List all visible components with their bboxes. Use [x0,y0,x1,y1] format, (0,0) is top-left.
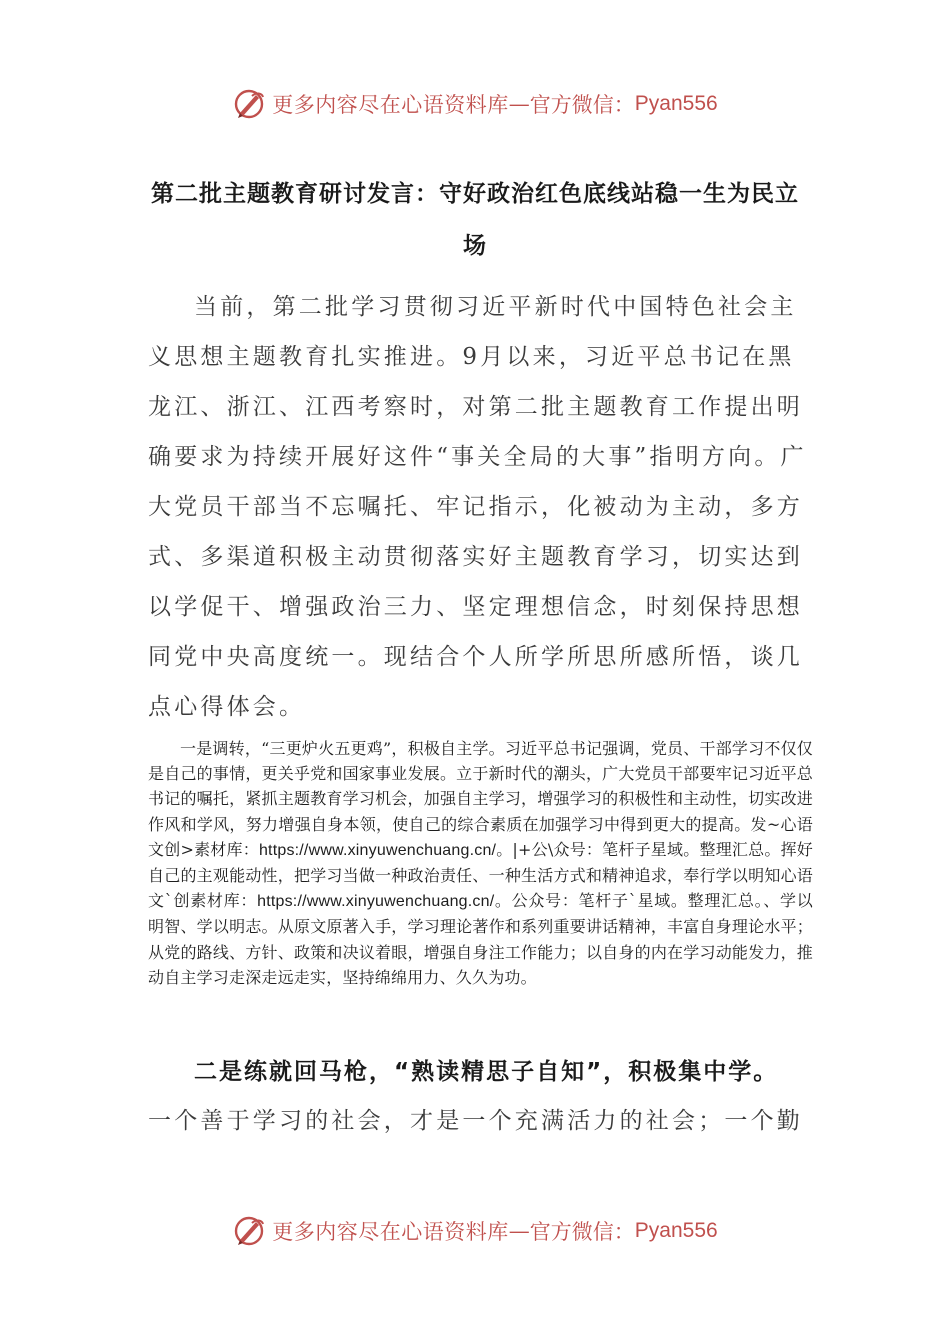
section-one-paragraph [148,736,813,990]
section-two-paragraph: 一个善于学习的社会，才是一个充满活力的社会；一个勤 [148,1108,803,1134]
intro-paragraph: 当前，第二批学习贯彻习近平新时代中国特色社会主义思想主题教育扎实推进。9月以来，习近平总书记在黑龙江、浙江、江西考察时，对第二批主题教育工作提出明确要求为持续开展好这件“事关全局的大事”指明方向。广大党员干部当不忘嘱托、牢记指示，化被动为主动，多方式、多渠道积极主动贯彻落实好主题教育学习，切实达到以学促干、增强政治三力、坚定理想信念，时刻保持思想同党中央高度统一。现结合个人所学所思所感所悟，谈几点心得体会。 [148,294,807,720]
banner-site-text: 更多内容尽在心语资料库 [272,1220,509,1244]
header-banner [0,84,950,124]
pen-logo-icon [232,87,266,121]
footer-banner [0,1211,950,1251]
banner-wechat-label: 官方微信： [529,1220,635,1244]
banner-wechat-id: Pyan556 [634,1219,718,1242]
document-title: 第二批主题教育研讨发言：守好政治红色底线站稳一生为民立场 [151,181,799,259]
banner-site-text: 更多内容尽在心语资料库 [272,93,509,117]
section-one-text-a: 一是调转，“三更炉火五更鸡”，积极自主学。习近平总书记强调，党员、干部学习不仅仅是自己的事情，更关乎党和国家事业发展。立于新时代的潮头，广大党员干部要牢记习近平总书记的嘱托，紧抓主题教育学习机会，加强自主学习，增强学习的积极性和主动性，切实改进作风和学风，努力增强自身本领，使自己的综合素质在加强学习中得到更大的提高。发~心语文创>素材库： [148,739,813,859]
section-one-text-c: 。公众号：笔杆子`星域。整理汇总。、学以明智、学以明志。从原文原著入手，学习理论著作和系列重要讲话精神，丰富自身理论水平；从党的路线、方针、政策和决议着眼，增强自身注工作能力；以自身的内在学习动能发力，推动自主学习走深走远走实，坚持绵绵用力、久久为功。 [148,891,813,987]
banner-wechat-id: Pyan556 [634,92,718,115]
source-url-link[interactable]: https://www.xinyuwenchuang.cn/ [257,893,495,911]
section-two-heading: 二是练就回马枪，“熟读精思子自知”，积极集中学。 [194,1059,779,1085]
pen-logo-icon [232,1214,266,1248]
banner-separator: — [508,1219,530,1243]
section-one-text-b: 。|+公\众号：笔杆子星域。整理汇总。挥好自己的主观能动性，把学习当做一种政治责任、一种生活方式和精神追求，奉行学以明知心语文`创素材库： [148,839,813,911]
banner-wechat-label: 官方微信： [529,93,635,117]
banner-separator: — [508,92,530,116]
source-url-link[interactable]: https://www.xinyuwenchuang.cn/ [258,841,497,859]
